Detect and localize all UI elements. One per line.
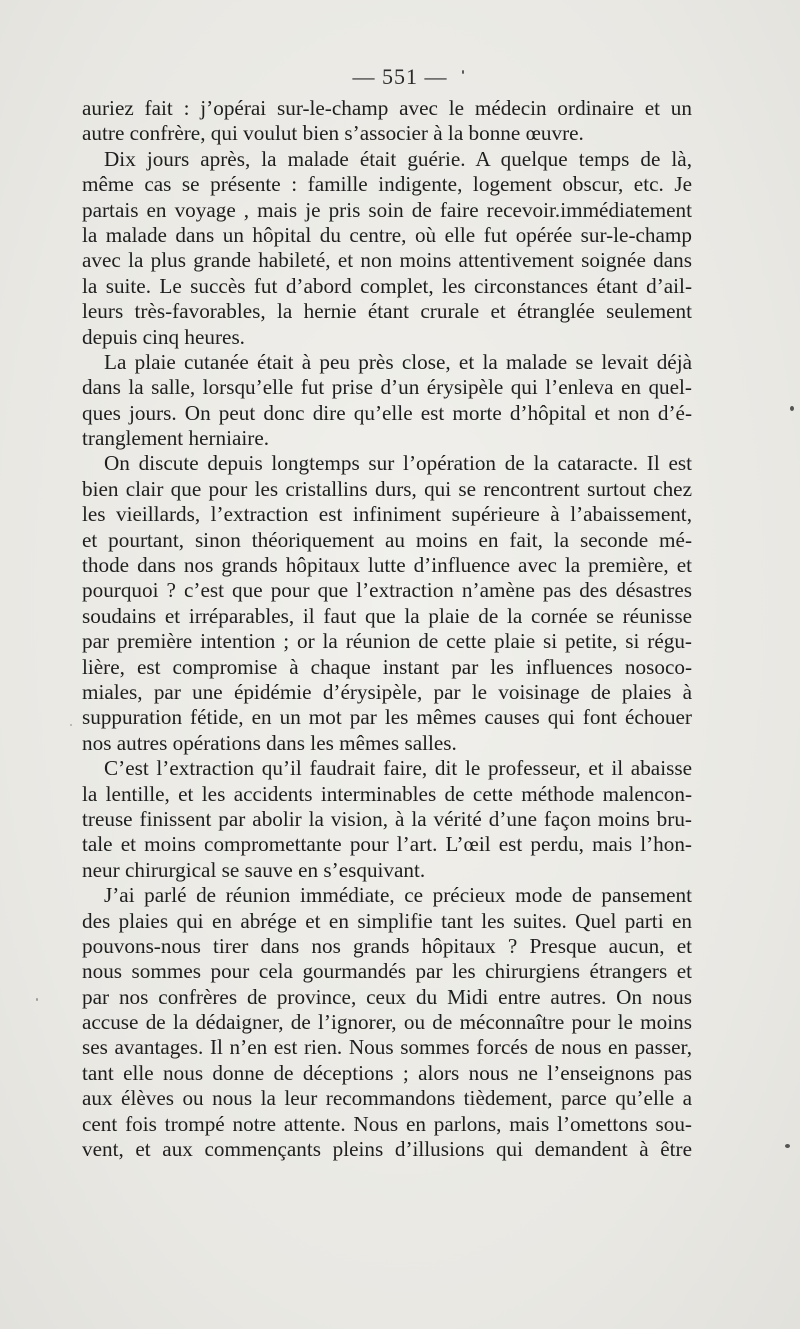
page-number: — 551 —	[352, 64, 448, 89]
text-line: miales, par une épidémie d’érysipèle, par le voisinage de plaies à	[82, 679, 692, 704]
text-line: dans la salle, lorsqu’elle fut prise d’un érysipèle qui l’enleva en quel-	[82, 375, 692, 400]
text-line: pouvons-nous tirer dans nos grands hôpitaux ? Presque aucun, et	[82, 933, 692, 958]
text-line: suppuration fétide, en un mot par les mêmes causes qui font échouer	[82, 705, 692, 730]
body-text	[82, 96, 692, 1162]
ink-speck	[790, 406, 794, 411]
text-line: nos autres opérations dans les mêmes salles.	[82, 730, 457, 755]
text-line: et pourtant, sinon théoriquement au moins en fait, la seconde mé-	[82, 527, 692, 552]
text-line: leurs très-favorables, la hernie étant crurale et étranglée seulement	[82, 299, 692, 324]
text-line: auriez fait : j’opérai sur-le-champ avec le médecin ordinaire et un	[82, 96, 692, 120]
text-line: cent fois trompé notre attente. Nous en parlons, mais l’omettons sou-	[82, 1111, 692, 1136]
text-line: J’ai parlé de réunion immédiate, ce précieux mode de pansement	[104, 883, 692, 908]
text-line: tant elle nous donne de déceptions ; alors nous ne l’enseignons pas	[82, 1060, 692, 1085]
text-line: tranglement herniaire.	[82, 426, 270, 451]
text-line: ques jours. On peut donc dire qu’elle est morte d’hôpital et non d’é-	[82, 400, 692, 425]
text-line: La plaie cutanée était à peu près close, et la malade se levait déjà	[104, 349, 692, 374]
text-line: vent, et aux commençants pleins d’illusions qui demandent à être	[82, 1137, 692, 1162]
text-line: la suite. Le succès fut d’abord complet, les circonstances étant d’ail-	[82, 273, 692, 298]
text-line: autre confrère, qui voulut bien s’associer à la bonne œuvre.	[82, 121, 584, 146]
text-line: pourquoi ? c’est que pour que l’extraction n’amène pas des désastres	[82, 578, 692, 603]
ink-speck	[462, 70, 464, 74]
text-line: lière, est compromise à chaque instant par les influences nosoco-	[82, 654, 692, 679]
ink-speck	[36, 998, 38, 1001]
text-line: tale et moins compromettante pour l’art. L’œil est perdu, mais l’hon-	[82, 832, 692, 857]
text-line: treuse finissent par abolir la vision, à la vérité d’une façon moins bru-	[82, 806, 692, 831]
text-line: neur chirurgical se sauve en s’esquivant.	[82, 857, 426, 882]
text-line: les vieillards, l’extraction est infiniment supérieure à l’abaissement,	[82, 502, 692, 527]
text-line: même cas se présente : famille indigente, logement obscur, etc. Je	[82, 172, 692, 197]
text-line: partais en voyage , mais je pris soin de faire recevoir.immédiatement	[82, 197, 692, 222]
text-line: On discute depuis longtemps sur l’opération de la cataracte. Il est	[104, 451, 692, 476]
text-line: la lentille, et les accidents interminables de cette méthode malencon-	[82, 781, 692, 806]
text-line: Dix jours après, la malade était guérie. A quelque temps de là,	[104, 146, 692, 171]
text-line: par première intention ; or la réunion de cette plaie si petite, si régu-	[82, 629, 692, 654]
text-line: des plaies qui en abrége et en simplifie tant les suites. Quel parti en	[82, 908, 692, 933]
ink-speck	[70, 724, 72, 726]
text-line: nous sommes pour cela gourmandés par les chirurgiens étrangers et	[82, 959, 692, 984]
text-line: bien clair que pour les cristallins durs, qui se rencontrent surtout chez	[82, 476, 692, 501]
text-line: thode dans nos grands hôpitaux lutte d’influence avec la première, et	[82, 553, 692, 578]
text-line: ses avantages. Il n’en est rien. Nous sommes forcés de nous en passer,	[82, 1035, 692, 1060]
text-line: avec la plus grande habileté, et non moins attentivement soignée dans	[82, 248, 692, 273]
text-line: C’est l’extraction qu’il faudrait faire, dit le professeur, et il abaisse	[104, 756, 692, 781]
ink-speck	[785, 1144, 790, 1148]
text-line: accuse de la dédaigner, de l’ignorer, ou de méconnaître pour le moins	[82, 1010, 692, 1035]
text-line: la malade dans un hôpital du centre, où elle fut opérée sur-le-champ	[82, 222, 692, 247]
text-line: aux élèves ou nous la leur recommandons tièdement, parce qu’elle a	[82, 1086, 692, 1111]
text-line: soudains et irréparables, il faut que la plaie de la cornée se réunisse	[82, 603, 692, 628]
text-line: par nos confrères de province, ceux du Midi entre autres. On nous	[82, 984, 692, 1009]
text-line: depuis cinq heures.	[82, 324, 245, 349]
